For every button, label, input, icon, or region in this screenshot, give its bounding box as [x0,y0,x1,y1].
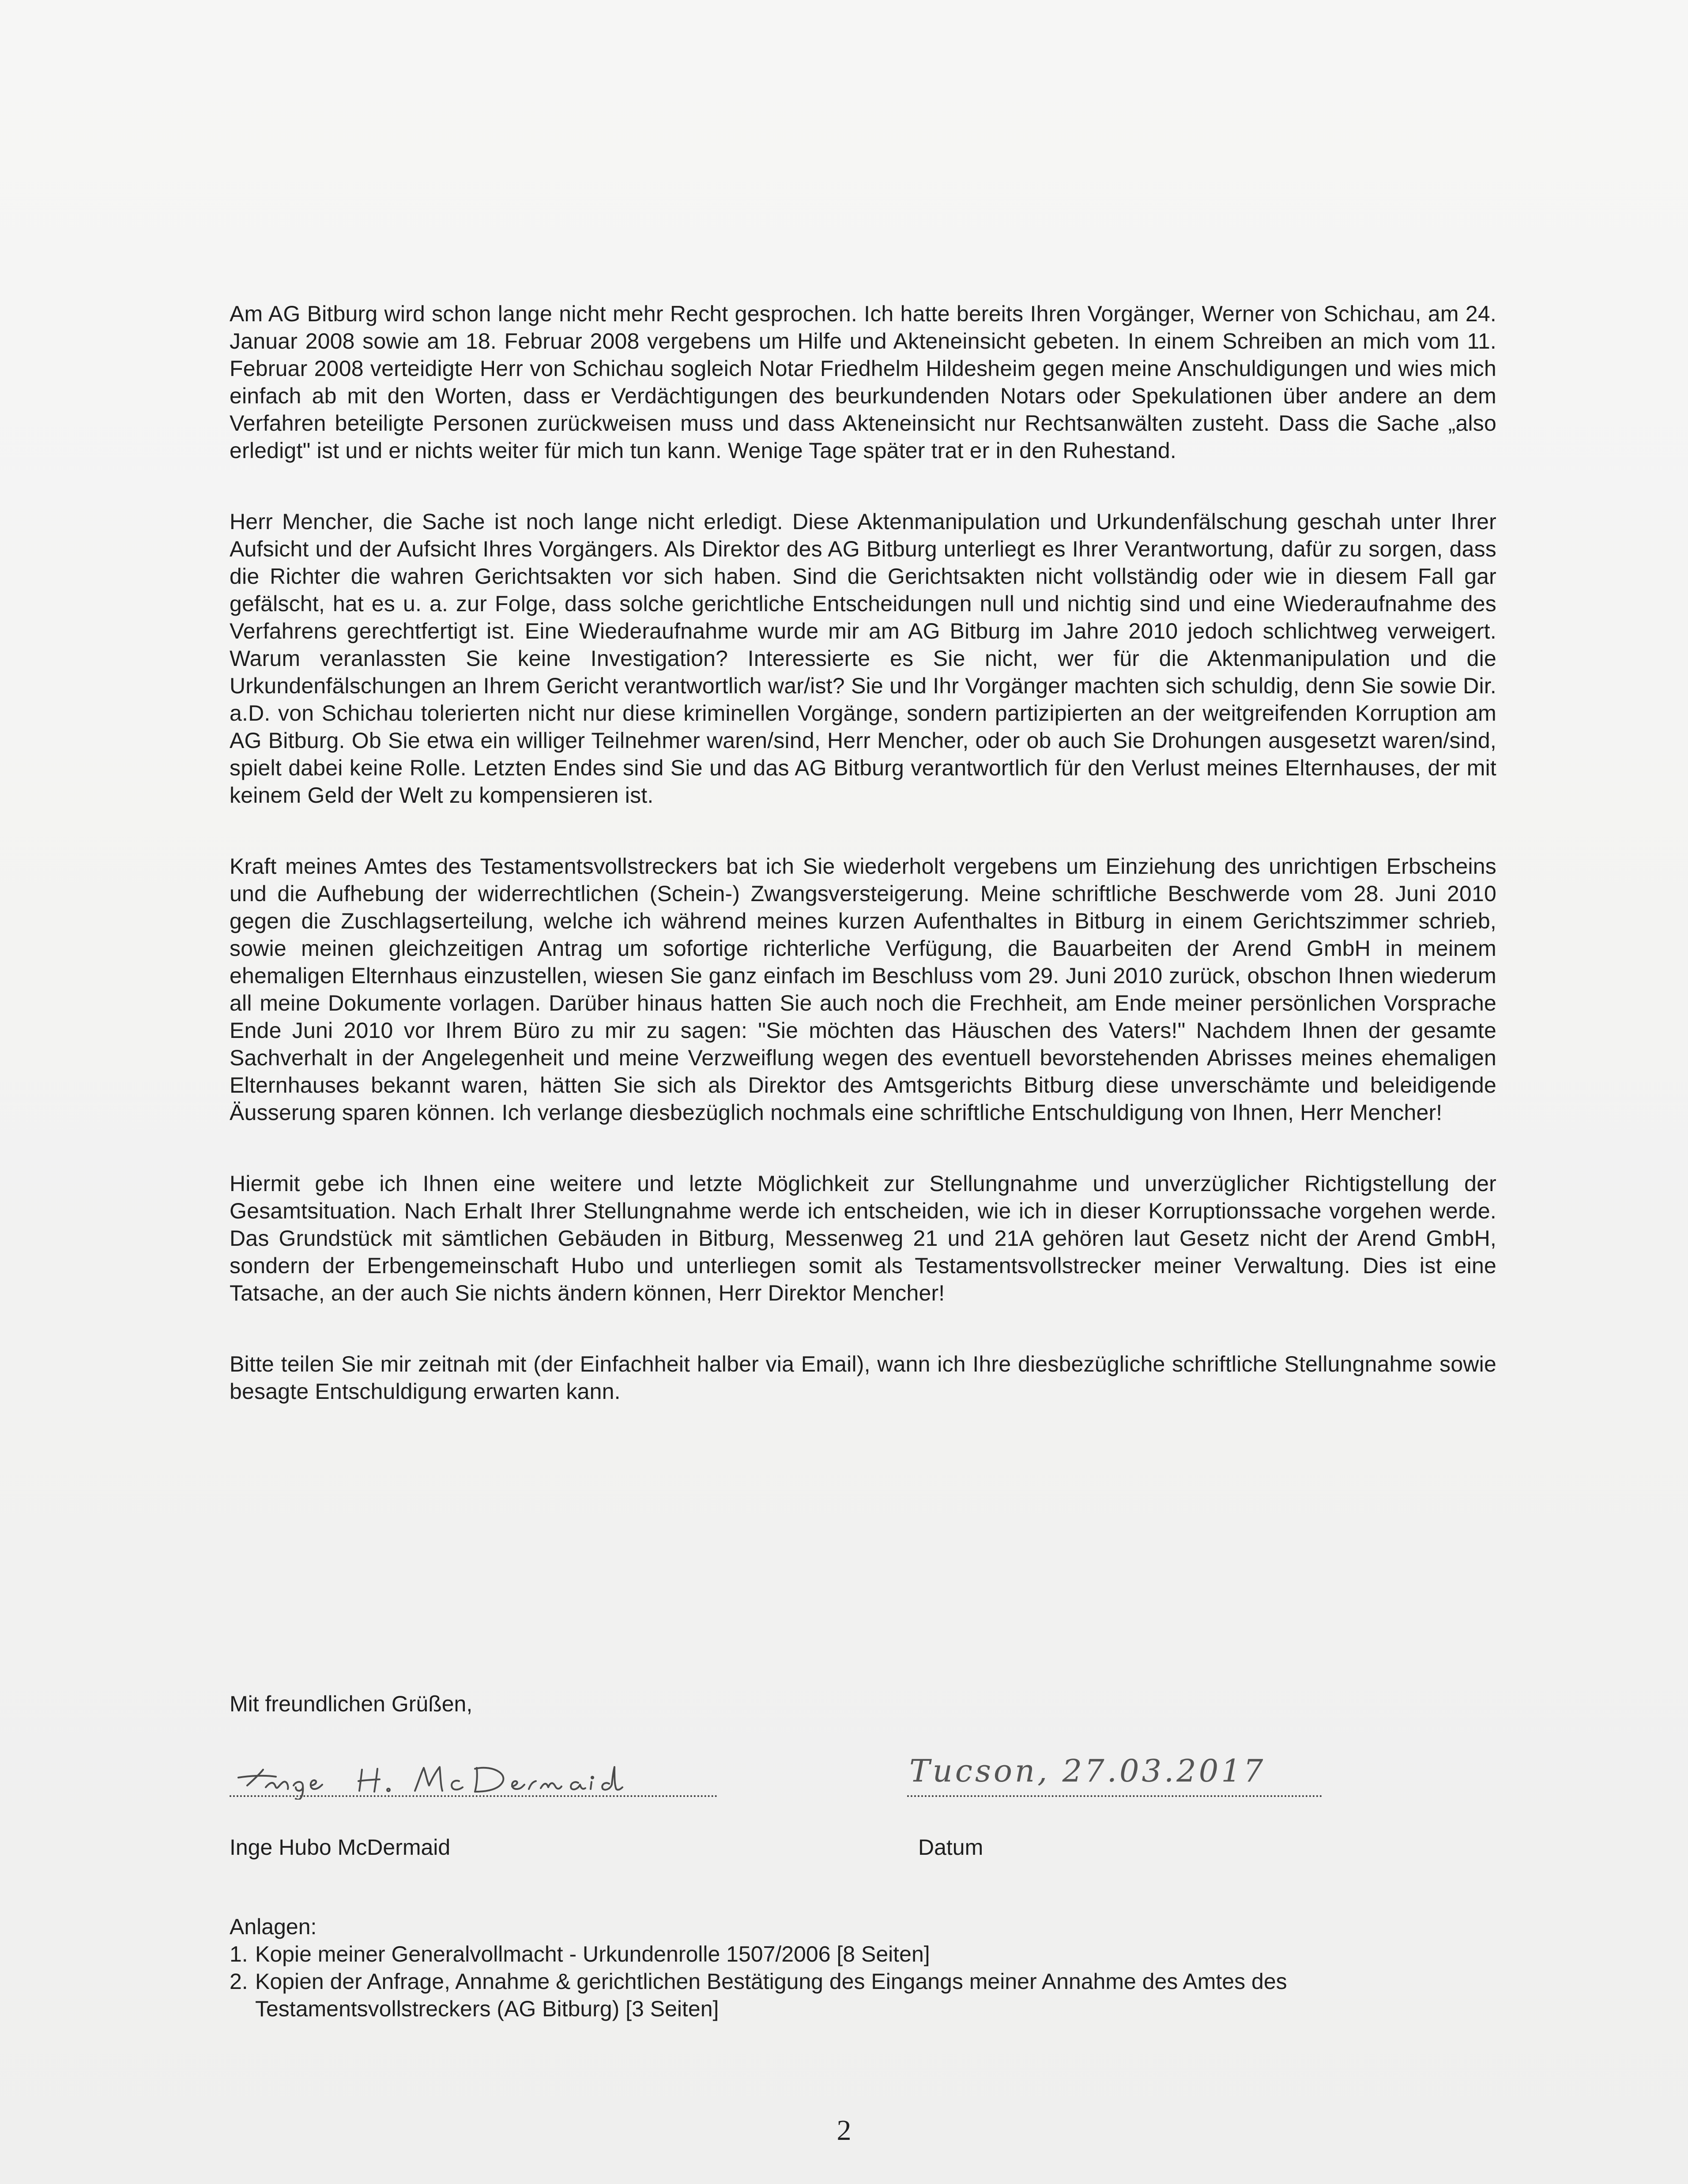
signature-line [230,1760,717,1797]
paragraph-1: Am AG Bitburg wird schon lange nicht mehr Recht gesprochen. Ich hatte bereits Ihren Vorgänger, Werner von Schichau, am 24. Januar 2008 sowie am 18. Februar 2008 vergebens um Hilfe und Akteneinsicht gebeten. In einem Schreiben an mich vom 11. Februar 2008 verteidigte Herr von Schichau sogleich Notar Friedhelm Hildesheim gegen meine Anschuldigungen und wies mich einfach ab mit den Worten, dass er Verdächtigungen des beurkundenden Notars oder Spekulationen über andere an dem Verfahren beteiligte Personen zurückweisen muss und dass Akteneinsicht nur Rechtsanwälten zusteht. Dass die Sache „also erledigt" ist und er nichts weiter für mich tun kann. Wenige Tage später trat er in den Ruhestand. [230,301,1496,463]
paragraph-4: Hiermit gebe ich Ihnen eine weitere und letzte Möglichkeit zur Stellungnahme und unverzüglicher Richtigstellung der Gesamtsituation. Nach Erhalt Ihrer Stellungnahme werde ich entscheiden, wie ich in dieser Korruptionssache vorgehen werde. Das Grundstück mit sämtlichen Gebäuden in Bitburg, Messenweg 21 und 21A gehören laut Gesetz nicht der Arend GmbH, sondern der Erbengemeinschaft Hubo und unterliegen somit als Testamentsvollstrecker meiner Verwaltung. Dies ist eine Tatsache, an der auch Sie nichts ändern können, Herr Direktor Mencher! [230,1171,1496,1305]
attachments-heading: Anlagen: [230,1914,317,1939]
attachment-number: 2. [230,1969,248,1994]
paragraph-3: Kraft meines Amtes des Testamentsvollstreckers bat ich Sie wiederholt vergebens um Einziehung des unrichtigen Erbscheins und die Aufhebung der widerrechtlichen (Schein-) Zwangsversteigerung. Meine schriftliche Beschwerde vom 28. Juni 2010 gegen die Zuschlagserteilung, welche ich während meines kurzen Aufenthaltes in Bitburg in einem Gerichtszimmer schrieb, sowie meinen gleichzeitigen Antrag um sofortige richterliche Verfügung, die Bauarbeiten der Arend GmbH in meinem ehemaligen Elternhaus einzustellen, wiesen Sie ganz einfach im Beschluss vom 29. Juni 2010 zurück, obschon Ihnen wiederum all meine Dokumente vorlagen. Darüber hinaus hatten Sie auch noch die Frechheit, am Ende meiner persönlichen Vorsprache Ende Juni 2010 vor Ihrem Büro zu mir zu sagen: "Sie möchten das Häuschen des Vaters!" Nachdem Ihnen der gesamte Sachverhalt in der Angelegenheit und meine Verzweiflung wegen des eventuell bevorstehenden Abrisses meines ehemaligen Elternhauses bekannt waren, hätten Sie sich als Direktor des Amtsgerichts Bitburg diese unverschämte und beleidigende Äusserung sparen können. Ich verlange diesbezüglich nochmals eine schriftliche Entschuldigung von Ihnen, Herr Mencher! [230,854,1496,1125]
letter-body [230,300,1496,1449]
paragraph-2: Herr Mencher, die Sache ist noch lange nicht erledigt. Diese Aktenmanipulation und Urkundenfälschung geschah unter Ihrer Aufsicht und der Aufsicht Ihres Vorgängers. Als Direktor des AG Bitburg unterliegt es Ihrer Verantwortung, dafür zu sorgen, dass die Richter die wahren Gerichtsakten vor sich haben. Sind die Gerichtsakten nicht vollständig oder wie in diesem Fall gar gefälscht, hat es u. a. zur Folge, dass solche gerichtliche Entscheidungen null und nichtig sind und eine Wiederaufnahme des Verfahrens gerechtfertigt ist. Eine Wiederaufnahme wurde mir am AG Bitburg im Jahre 2010 jedoch schlichtweg verweigert. Warum veranlassten Sie keine Investigation? Interessierte es Sie nicht, wer für die Aktenmanipulation und die Urkundenfälschungen an Ihrem Gericht verantwortlich war/ist? Sie und Ihr Vorgänger machten sich schuldig, denn Sie sowie Dir. a.D. von Schichau tolerierten nicht nur diese kriminellen Vorgänge, sondern partizipierten an der weitgreifenden Korruption am AG Bitburg. Ob Sie etwa ein williger Teilnehmer waren/sind, Herr Mencher, oder ob auch Sie Drohungen ausgesetzt waren/sind, spielt dabei keine Rolle. Letzten Endes sind Sie und das AG Bitburg verantwortlich für den Verlust meines Elternhauses, der mit keinem Geld der Welt zu kompensieren ist. [230,509,1496,808]
attachment-number: 1. [230,1942,248,1966]
attachments-section [230,1913,1510,2022]
handwritten-date: Tucson, 27.03.2017 [909,1753,1266,1789]
page-number: 2 [836,2114,852,2146]
attachments-list [230,1940,1510,2022]
date-label: Datum [918,1835,983,1860]
paragraph-5: Bitte teilen Sie mir zeitnah mit (der Einfachheit halber via Email), wann ich Ihre diesbezügliche schriftliche Stellungnahme sowie besagte Entschuldigung erwarten kann. [230,1352,1496,1404]
signatory-name: Inge Hubo McDermaid [230,1835,451,1860]
attachment-text: Kopie meiner Generalvollmacht - Urkundenrolle 1507/2006 [8 Seiten] [255,1942,930,1966]
attachment-text: Kopien der Anfrage, Annahme & gerichtlichen Bestätigung des Eingangs meiner Annahme des Amtes des Testamentsvollstreckers (AG Bitburg) [3 Seiten] [255,1969,1287,2021]
attachment-item [230,1940,1510,1968]
attachment-item [230,1968,1510,2022]
closing-salutation: Mit freundlichen Grüßen, [230,1692,473,1716]
handwritten-signature [230,1760,717,1800]
